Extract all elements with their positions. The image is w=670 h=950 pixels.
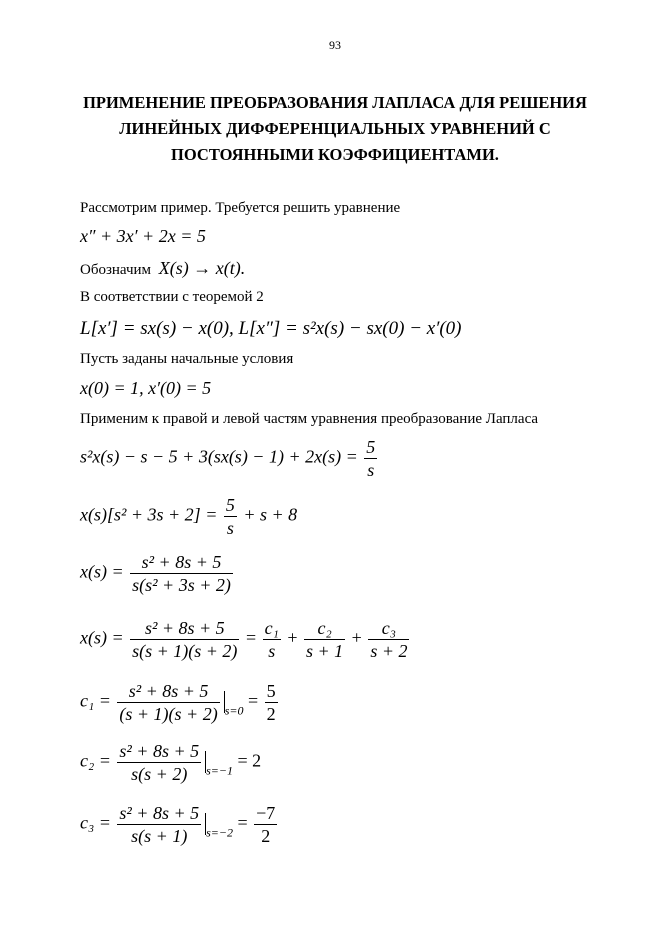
eq5-fraction	[364, 436, 377, 481]
equation-c3: c₃ = $\frac{\text{s² + 8s + 5}}{s(s + 1)}$ $_{s=-2}$ = $\frac{-7}{2}$	[80, 803, 276, 846]
c1-eval-point: s=0	[224, 703, 244, 718]
c3-denominator: s(s + 1)	[131, 826, 188, 846]
equation-laplace-derivatives-text: L[x′] = sx(s) − x(0), L[x″] = s²x(s) − sx(0) − x′(0)	[80, 318, 462, 339]
eq8-c2-numerator: c₂	[304, 617, 345, 640]
eq8-main-fraction	[130, 617, 239, 662]
c1-lhs: c₁ =	[80, 690, 111, 711]
paragraph-intro: Рассмотрим пример. Требуется решить уравнение	[80, 200, 401, 216]
eq6-denominator: s	[226, 518, 234, 538]
notation-line	[80, 258, 245, 279]
equation-transformed	[80, 436, 379, 481]
c3-result-numerator: −7	[256, 803, 276, 823]
eq8-c1-fraction	[263, 617, 281, 662]
equation-partial-fractions: x(s) = $\frac{\text{s² + 8s + 5}}{s(s + 1)(s + 2)}$ = $\frac{\text{c₁}}{s}$ + $\frac{\text{c₂}}{s + 1}$ + $\frac{\text{c₃}}{s + 2}$	[80, 618, 408, 661]
eq8-c3-fraction	[368, 617, 409, 662]
c2-result: = 2	[237, 750, 262, 771]
eq7-fraction	[130, 551, 233, 596]
equation-ode	[80, 226, 206, 247]
eq6-numerator: 5	[225, 495, 235, 515]
equation-initial-conditions	[80, 378, 211, 399]
eq8-c3-denominator: s + 2	[370, 641, 408, 661]
paragraph-notation: Обозначим	[80, 262, 152, 278]
eq8-denominator: s(s + 1)(s + 2)	[132, 641, 238, 661]
equation-laplace-derivatives	[80, 318, 462, 340]
c2-denominator: s(s + 2)	[131, 764, 188, 784]
c3-result-denominator: 2	[261, 826, 271, 846]
equation-grouped	[80, 494, 297, 539]
c2-lhs: c₂ =	[80, 750, 111, 771]
paragraph-apply-laplace: Применим к правой и левой частям уравнения преобразование Лапласа	[80, 411, 539, 427]
section-title	[0, 90, 670, 168]
eq8-c2-fraction	[304, 617, 345, 662]
c1-fraction	[117, 680, 219, 725]
c3-result-fraction	[254, 802, 277, 847]
title-line-1: ПРИМЕНЕНИЕ ПРЕОБРАЗОВАНИЯ ЛАПЛАСА ДЛЯ РЕШЕНИЯ	[83, 93, 587, 112]
eq5-lhs: s²x(s) − s − 5 + 3(sx(s) − 1) + 2x(s) =	[80, 446, 358, 467]
eq7-denominator: s(s² + 3s + 2)	[132, 575, 231, 595]
c2-eval-point: s=−1	[206, 763, 233, 778]
c2-fraction	[117, 740, 201, 785]
eq8-c1-numerator: c₁	[264, 618, 279, 638]
eq8-c1-denominator: s	[268, 641, 276, 661]
page-number: 93	[329, 38, 341, 52]
equation-c2	[80, 740, 261, 785]
c1-numerator: s² + 8s + 5	[117, 680, 219, 703]
c3-eval-point: s=−2	[206, 825, 233, 840]
equation-initial-conditions-text: x(0) = 1, x′(0) = 5	[80, 378, 212, 398]
c3-fraction	[117, 802, 201, 847]
eq8-lhs: x(s) =	[80, 627, 124, 648]
eq8-c2-denominator: s + 1	[306, 641, 344, 661]
eq6-lhs: x(s)[s² + 3s + 2] =	[80, 504, 218, 525]
eq6-rhs: + s + 8	[243, 504, 298, 525]
eq7-numerator: s² + 8s + 5	[130, 551, 233, 574]
equation-solution-image	[80, 551, 235, 596]
paragraph-theorem: В соответствии с теоремой 2	[80, 289, 264, 305]
equation-ode-text: x″ + 3x′ + 2x = 5	[80, 226, 206, 246]
eq5-numerator: 5	[366, 437, 376, 457]
equation-c1: c₁ = $\frac{\text{s² + 8s + 5}}{(s + 1)(s + 2)}$ $_{s=0}$ = $\frac{5}{2}$	[80, 681, 276, 724]
c3-lhs: c₃ =	[80, 812, 111, 833]
eq8-c3-numerator: c₃	[368, 617, 409, 640]
equation-notation: X(s) → x(t).	[158, 258, 246, 278]
title-line-2: ЛИНЕЙНЫХ ДИФФЕРЕНЦИАЛЬНЫХ УРАВНЕНИЙ С	[119, 119, 551, 138]
eq6-fraction	[224, 494, 237, 539]
eq7-lhs: x(s) =	[80, 561, 124, 582]
paragraph-initial-conditions: Пусть заданы начальные условия	[80, 351, 294, 367]
eq5-denominator: s	[367, 460, 375, 480]
c1-result-denominator: 2	[266, 704, 276, 724]
c1-result-numerator: 5	[266, 681, 276, 701]
eq8-numerator: s² + 8s + 5	[130, 617, 239, 640]
c1-result-fraction	[265, 680, 278, 725]
c2-numerator: s² + 8s + 5	[119, 741, 200, 761]
c3-numerator: s² + 8s + 5	[119, 803, 200, 823]
c1-denominator: (s + 1)(s + 2)	[119, 704, 218, 724]
title-line-3: ПОСТОЯННЫМИ КОЭФФИЦИЕНТАМИ.	[171, 145, 499, 164]
